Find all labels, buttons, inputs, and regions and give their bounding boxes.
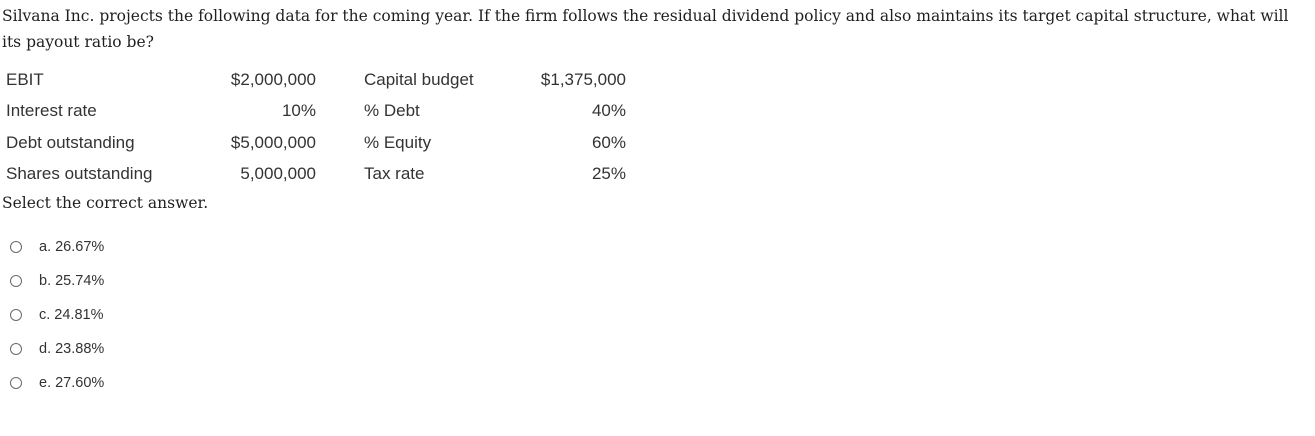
row-label: EBIT xyxy=(6,69,44,89)
option-label[interactable]: a. 26.67% xyxy=(39,239,105,255)
row-label: Shares outstanding xyxy=(6,164,153,184)
answer-options xyxy=(10,230,104,400)
row-value: 5,000,000 xyxy=(240,164,316,184)
radio-button[interactable] xyxy=(10,343,22,355)
option-label[interactable]: c. 24.81% xyxy=(39,307,104,323)
option-label[interactable]: e. 27.60% xyxy=(39,375,105,391)
row-value-secondary: 25% xyxy=(591,164,626,184)
row-label-secondary: Capital budget xyxy=(364,69,474,89)
radio-button[interactable] xyxy=(10,275,22,287)
row-value-secondary: 60% xyxy=(591,132,626,152)
row-value: $5,000,000 xyxy=(230,132,316,152)
row-label-secondary: % Debt xyxy=(364,101,420,121)
answer-option-d[interactable] xyxy=(10,332,104,366)
table-row xyxy=(2,159,626,191)
row-value: $2,000,000 xyxy=(230,69,316,89)
table-row xyxy=(2,96,626,128)
answer-option-c[interactable] xyxy=(10,298,104,332)
answer-option-b[interactable] xyxy=(10,264,104,298)
option-label[interactable]: b. 25.74% xyxy=(39,273,105,289)
row-label-secondary: Tax rate xyxy=(364,164,425,184)
question-text: Silvana Inc. projects the following data for the coming year. If the firm follows the residual dividend policy and also maintains its target capital structure, what will its payout ratio be? xyxy=(2,7,1289,51)
instruction-text: Select the correct answer. xyxy=(2,194,209,212)
row-value-secondary: $1,375,000 xyxy=(540,69,626,89)
radio-button[interactable] xyxy=(10,377,22,389)
table-row xyxy=(2,64,626,96)
row-value: 10% xyxy=(281,101,316,121)
row-value-secondary: 40% xyxy=(591,101,626,121)
answer-option-e[interactable] xyxy=(10,366,104,400)
table-row xyxy=(2,127,626,159)
data-table xyxy=(2,64,626,190)
row-label: Interest rate xyxy=(6,101,97,121)
radio-button[interactable] xyxy=(10,309,22,321)
answer-option-a[interactable] xyxy=(10,230,104,264)
row-label: Debt outstanding xyxy=(6,132,135,152)
radio-button[interactable] xyxy=(10,241,22,253)
row-label-secondary: % Equity xyxy=(364,132,432,152)
option-label[interactable]: d. 23.88% xyxy=(39,341,105,357)
